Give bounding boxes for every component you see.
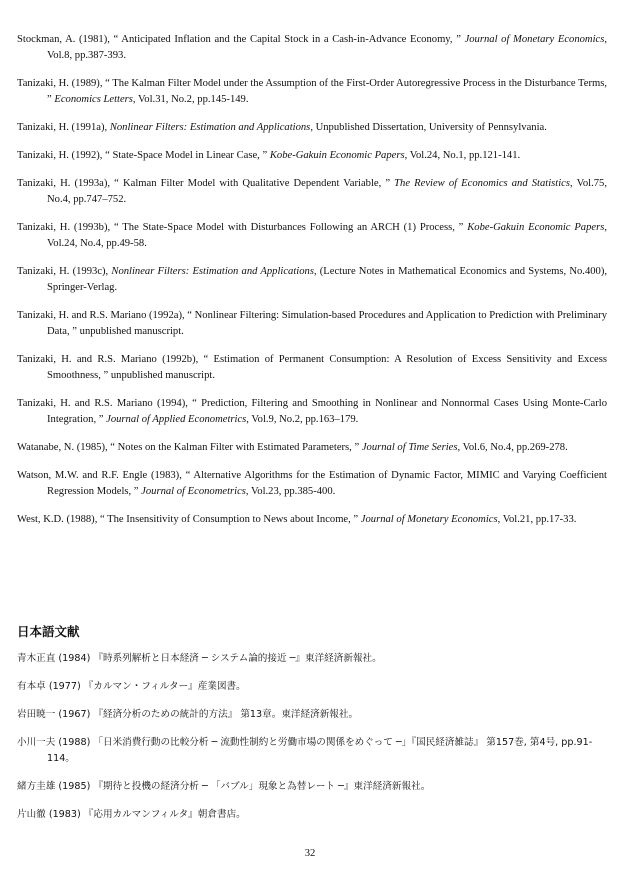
japanese-references-heading: 日本語文献 [17,624,80,639]
japanese-references-list [17,651,607,835]
japanese-reference-entry: 青木正直 (1984) 『時系列解析と日本経済 ─ システム論的接近 ─』東洋経済新報社。 [17,653,382,664]
reference-entry: Tanizaki, H. (1993c), Nonlinear Filters: Estimation and Applications, (Lecture Notes in Mathematical Economics and Systems, No.400), Springer-Verlag. [17,266,608,293]
page-number: 32 [304,848,316,859]
reference-entry: West, K.D. (1988), “ The Insensitivity of Consumption to News about Income, ” Journal of Monetary Economics, Vol.21, pp.17-33. [17,514,577,525]
japanese-reference-entry: 片山徹 (1983) 『応用カルマンフィルタ』朝倉書店。 [17,809,246,820]
references-list [17,32,607,540]
reference-entry: Tanizaki, H. (1991a), Nonlinear Filters: Estimation and Applications, Unpublished Dissertation, University of Pennsylvania. [17,122,547,133]
reference-entry: Stockman, A. (1981), “ Anticipated Inflation and the Capital Stock in a Cash-in-Advance Economy, ” Journal of Monetary Economics, Vol.8, pp.387-393. [17,34,608,61]
japanese-reference-entry: 小川一夫 (1988) 「日米消費行動の比較分析 ─ 流動性制約と労働市場の関係をめぐって ─」『国民経済雑誌』 第157巻, 第4号, pp.91-114。 [17,737,593,764]
reference-entry: Tanizaki, H. and R.S. Mariano (1992b), “ Estimation of Permanent Consumption: A Resolution of Excess Sensitivity and Excess Smoothness, ” unpublished manuscript. [17,354,607,381]
reference-entry: Tanizaki, H. and R.S. Mariano (1992a), “ Nonlinear Filtering: Simulation-based Procedures and Application to Prediction with Preliminary Data, ” unpublished manuscript. [17,310,607,337]
reference-entry: Tanizaki, H. (1992), “ State-Space Model in Linear Case, ” Kobe-Gakuin Economic Papers, Vol.24, No.1, pp.121-141. [17,150,521,161]
japanese-reference-entry: 緒方圭雄 (1985) 『期待と投機の経済分析 ─ 「バブル」現象と為替レート ─』東洋経済新報社。 [17,781,431,792]
japanese-reference-entry: 岩田暁一 (1967) 『経済分析のための統計的方法』 第13章。東洋経済新報社。 [17,709,359,720]
reference-entry: Watson, M.W. and R.F. Engle (1983), “ Alternative Algorithms for the Estimation of Dynamic Factor, MIMIC and Varying Coefficient Regression Models, ” Journal of Econometrics, Vol.23, pp.385-400. [17,470,607,497]
reference-entry: Watanabe, N. (1985), “ Notes on the Kalman Filter with Estimated Parameters, ” Journal of Time Series, Vol.6, No.4, pp.269-278. [17,442,568,453]
reference-entry: Tanizaki, H. (1989), “ The Kalman Filter Model under the Assumption of the First-Order Autoregressive Process in the Disturbance Terms, ” Economics Letters, Vol.31, No.2, pp.145-149. [17,78,607,105]
japanese-reference-entry: 有本卓 (1977) 『カルマン・フィルター』産業図書。 [17,681,246,692]
reference-entry: Tanizaki, H. and R.S. Mariano (1994), “ Prediction, Filtering and Smoothing in Nonlinear and Nonnormal Cases Using Monte-Carlo Integration, ” Journal of Applied Econometrics, Vol.9, No.2, pp.163–179. [17,398,607,425]
reference-entry: Tanizaki, H. (1993b), “ The State-Space Model with Disturbances Following an ARCH (1) Process, ” Kobe-Gakuin Economic Papers, Vol.24, No.4, pp.49-58. [17,222,607,249]
reference-entry: Tanizaki, H. (1993a), “ Kalman Filter Model with Qualitative Dependent Variable, ” The Review of Economics and Statistics, Vol.75, No.4, pp.747–752. [17,178,607,205]
